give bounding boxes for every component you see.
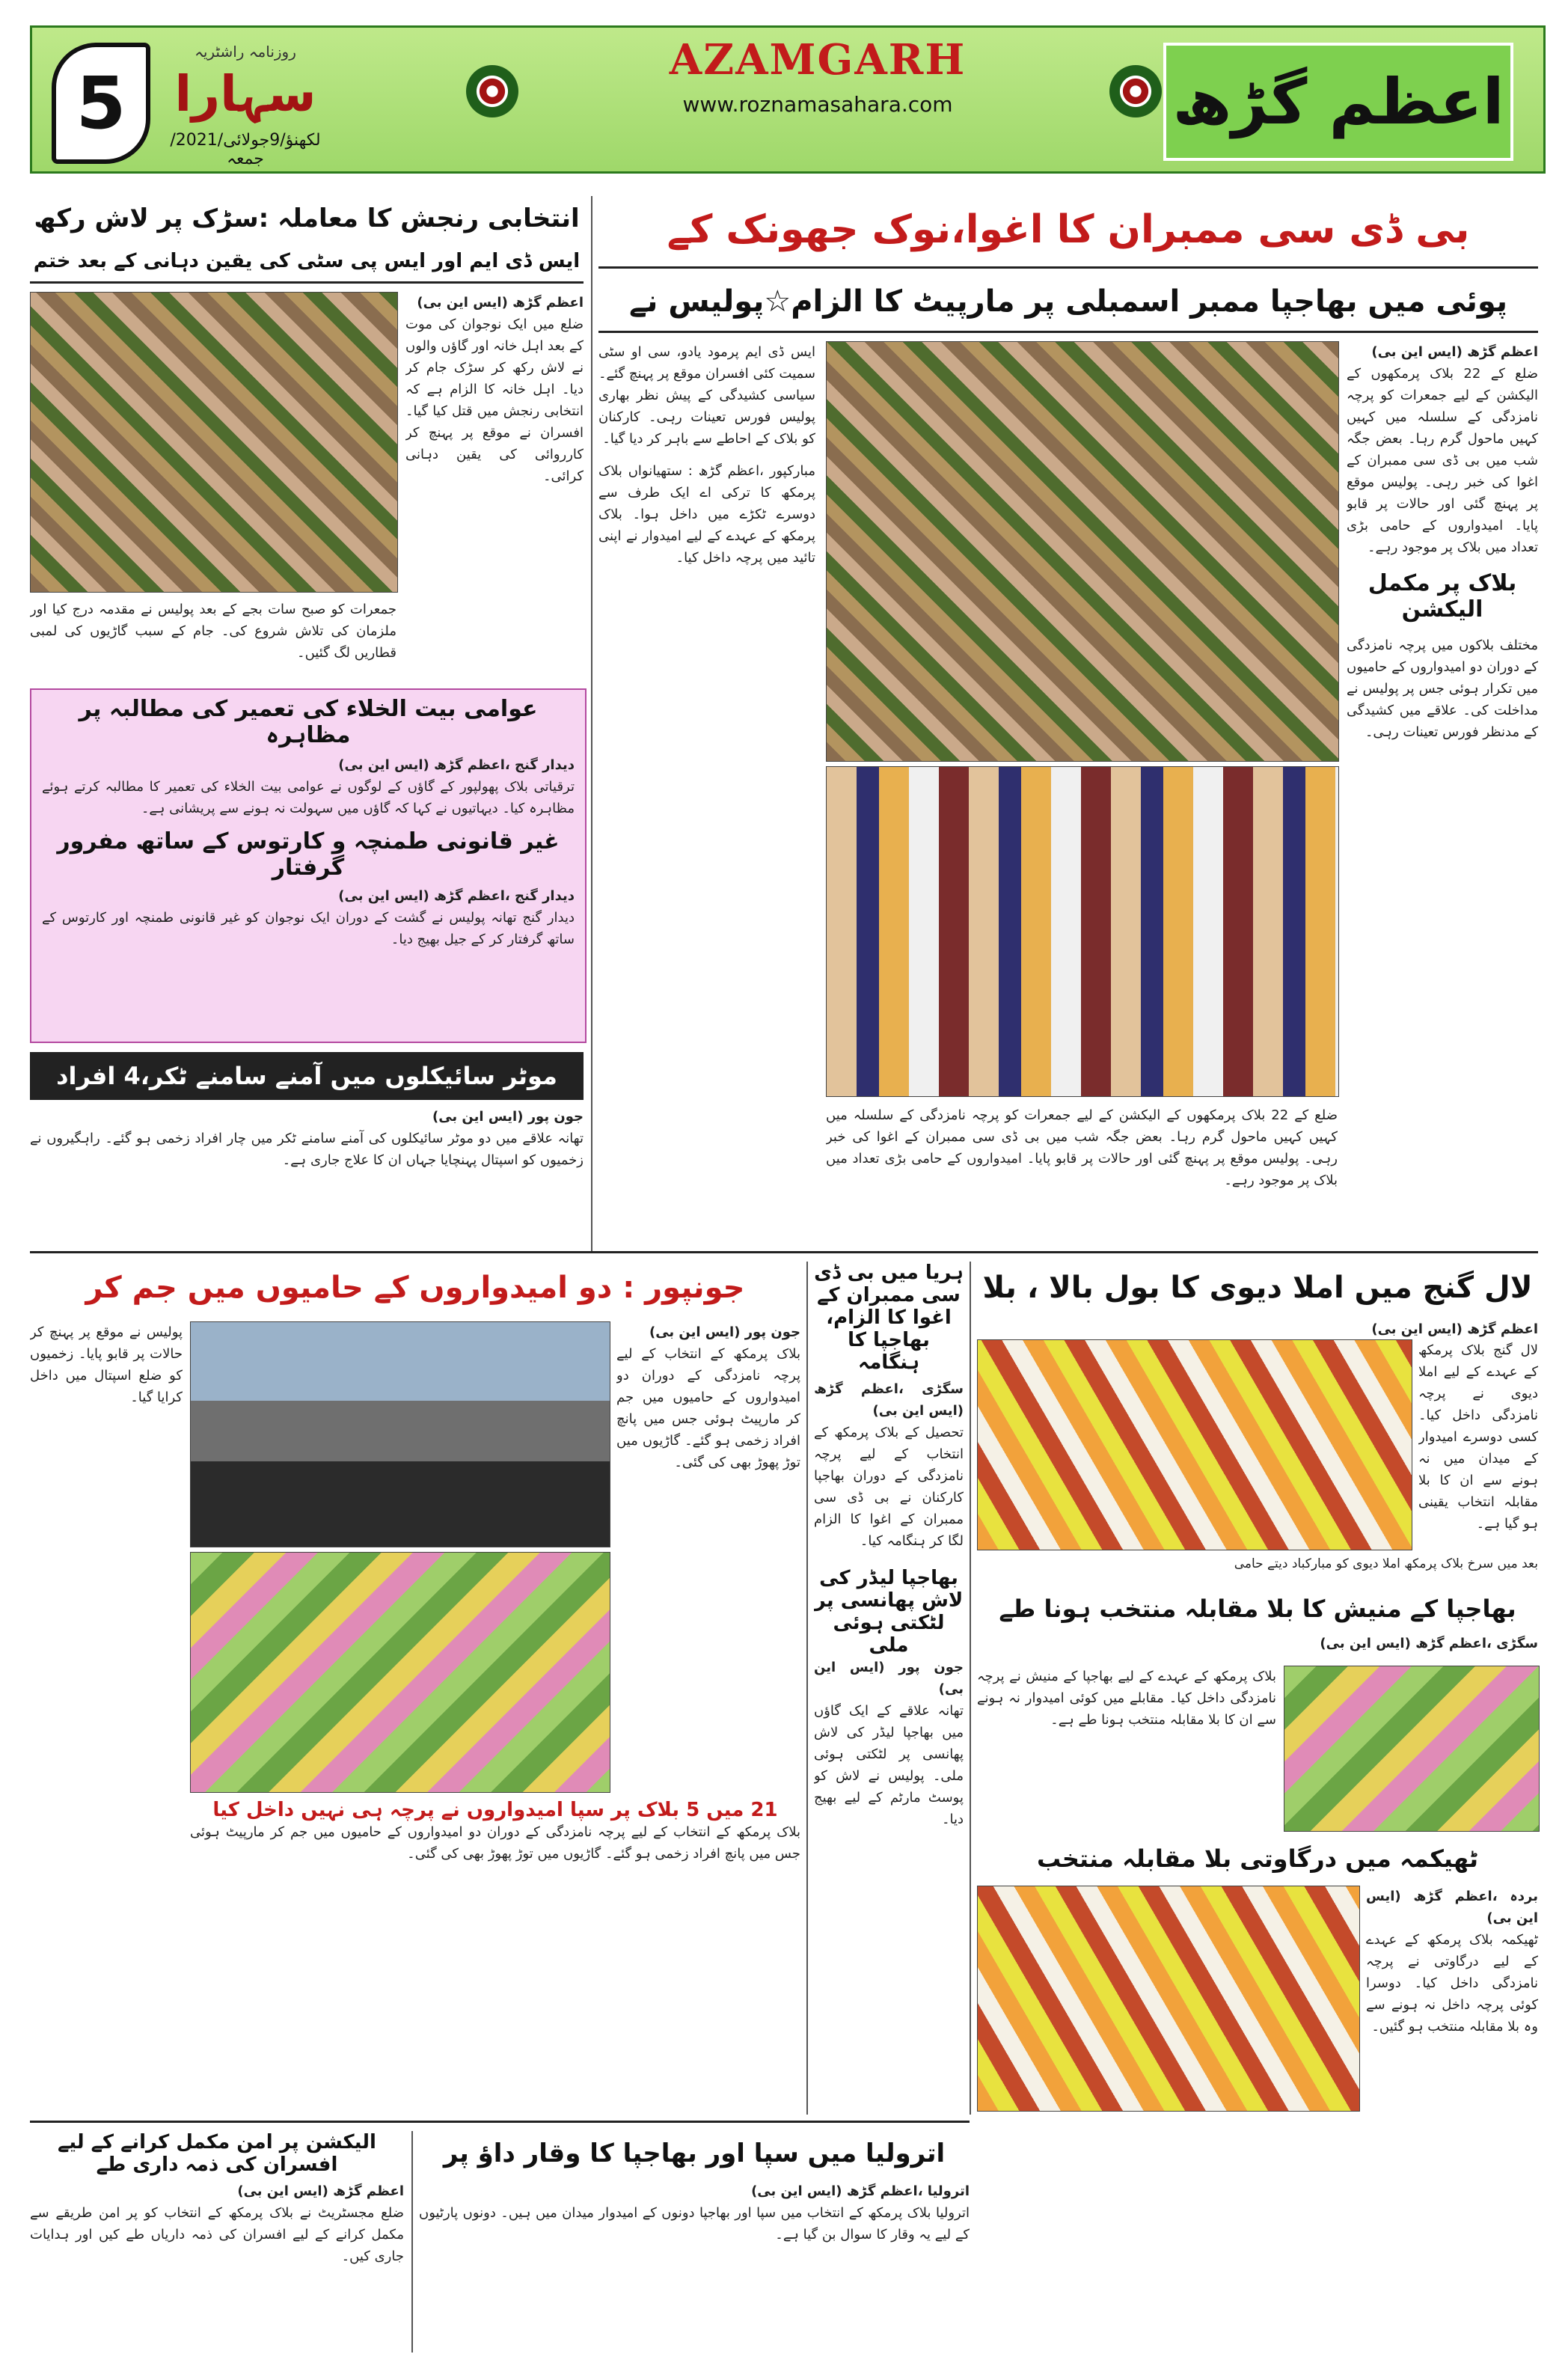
city-name-ur: اعظم گڑھ	[1163, 43, 1513, 161]
thekma-dateline: بردہ ،اعظم گڑھ (ایس این بی)	[1366, 1889, 1538, 1926]
lead-body-bottom: ضلع کے 22 بلاک پرمکھوں کے الیکشن کے لیے جمعرات کو پرچہ نامزدگی کے سلسلہ میں کہیں کہیں ماحول گرم رہا۔ بعض جگہ شب میں بی ڈی سی ممبران کے اغوا کی خبر رہی۔ پولیس موقع پر پہنچ گئی اور حالات پر قابو پایا۔ امیدواروں کے حامی بڑی تعداد میں بلاک پر موجود رہے۔	[826, 1107, 1338, 1188]
lead-left-column	[598, 341, 815, 1239]
lead-body-2: مبارکپور ،اعظم گڑھ : ستھیانواں بلاک پرمکھ کا ترکی اے ایک طرف سے دوسرے ٹکڑے میں داخل ہوا۔ بلاک پرمکھ کے عہدے کے لیے امیدوار نے اپنی تائید میں پرچہ داخل کیا۔	[598, 463, 815, 566]
thekma-body: ٹھیکمہ بلاک پرمکھ کے عہدے کے لیے درگاوتی نے پرچہ نامزدگی داخل کیا۔ دوسرا کوئی پرچہ داخل نہ ہونے سے وہ بلا مقابلہ منتخب ہو گئیں۔	[1366, 1932, 1538, 2035]
lead-right-column	[1347, 341, 1538, 1239]
lalganj-caption-wrap	[977, 1553, 1538, 1583]
atraulia-body: اترولیا بلاک پرمکھ کے انتخاب میں سپا اور بھاجپا دونوں کے امیدوار میدان میں ہیں۔ دونوں پارٹیوں کے لیے یہ وقار کا سوال بن گیا ہے۔	[419, 2205, 970, 2243]
left-mid-dateline-2: دیدار گنج ،اعظم گڑھ (ایس این بی)	[338, 888, 575, 904]
haryana-body: تحصیل کے بلاک پرمکھ کے انتخاب کے لیے پرچہ نامزدگی کے دوران بھاجپا کارکنان نے بی ڈی سی ممبران کے اغوا کا الزام لگا کر ہنگامہ کیا۔	[814, 1425, 964, 1549]
lalganj-caption: بعد میں سرخ بلاک پرمکھ املا دیوی کو مبارکباد دیتے حامی	[1234, 1556, 1538, 1571]
duty-dateline: اعظم گڑھ (ایس این بی)	[237, 2183, 404, 2199]
duty-body: ضلع مجسٹریٹ نے بلاک پرمکھ کے انتخاب کو پر امن طریقے سے مکمل کرانے کے لیے افسران کی ذمہ داریاں طے کیں اور ہدایات جاری کیں۔	[30, 2205, 404, 2264]
left-mid-body-2: دیدار گنج تھانہ پولیس نے گشت کے دوران ایک نوجوان کو غیر قانونی طمنچہ اور کارتوس کے ساتھ گرفتار کر کے جیل بھیج دیا۔	[42, 910, 575, 947]
damaged-vehicles-photo	[190, 1321, 610, 1547]
left-mid-dateline: دیدار گنج ،اعظم گڑھ (ایس این بی)	[338, 757, 575, 773]
jaunpur-headline: جونپور : دو امیدواروں کے حامیوں میں جم کر	[85, 1271, 745, 1305]
left-mid-headline-2: غیر قانونی طمنچہ و کارتوس کے ساتھ مفرور گرفتار	[57, 828, 560, 881]
lead-bottom-text	[826, 1104, 1338, 1239]
protest-photo	[30, 292, 398, 593]
lead-photo-candidates	[826, 766, 1339, 1097]
left-top-headline: انتخابی رنجش کا معاملہ :سڑک پر لاش رکھ	[34, 204, 580, 233]
lead-side-column: مختلف بلاکوں میں پرچہ نامزدگی کے دوران دو امیدواروں کے حامیوں میں تکرار ہوئی جس پر پولیس نے مداخلت کی۔ علاقے میں کشیدگی کے مدنظر فورس تعینات رہی۔	[1347, 638, 1538, 740]
lalganj-body: لال گنج بلاک پرمکھ کے عہدے کے لیے املا دیوی نے پرچہ نامزدگی داخل کیا۔ کسی دوسرے امیدوار کے میدان میں نہ ہونے سے ان کا بلا مقابلہ انتخاب یقینی ہو گیا ہے۔	[1418, 1342, 1538, 1532]
jaunpur-body-2: پولیس نے موقع پر پہنچ کر حالات پر قابو پایا۔ زخمیوں کو ضلع اسپتال میں داخل کرایا گیا۔	[30, 1324, 183, 1405]
lead-subhead: پوئی میں بھاجپا ممبر اسمبلی پر مارپیٹ کا الزام☆پولیس نے	[628, 284, 1508, 319]
paper-logo-area	[152, 43, 339, 170]
jaunpur-body-3: بلاک پرمکھ کے انتخاب کے لیے پرچہ نامزدگی کے دوران دو امیدواروں کے حامیوں میں جم کر مارپیٹ ہوئی جس میں پانچ افراد زخمی ہو گئے۔ گاڑیوں میں توڑ پھوڑ بھی کی گئی۔	[190, 1824, 800, 1862]
left-mid-body: ترقیاتی بلاک پھولپور کے گاؤں کے لوگوں نے عوامی بیت الخلاء کی تعمیر کا مطالبہ کرتے ہوئے مظاہرہ کیا۔ دیہاتیوں نے کہا کہ گاؤں میں سہولت نہ ہونے سے پریشانی ہے۔	[42, 779, 575, 816]
accident-body: تھانہ علاقے میں دو موٹر سائیکلوں کی آمنے سامنے ٹکر میں چار افراد زخمی ہو گئے۔ راہگیروں نے زخمیوں کو اسپتال پہنچایا جہاں ان کا علاج جاری ہے۔	[30, 1131, 584, 1168]
paper-subtitle: روزنامہ راشٹریہ	[195, 43, 296, 61]
haryana-body-2: تھانہ علاقے کے ایک گاؤں میں بھاجپا لیڈر کی لاش پھانسی پر لٹکتی ہوئی ملی۔ پولیس نے لاش کو پوسٹ مارٹم کے لیے بھیج دیا۔	[814, 1703, 964, 1827]
lead-body: ضلع کے 22 بلاک پرمکھوں کے الیکشن کے لیے جمعرات کو پرچہ نامزدگی کے سلسلہ میں کہیں کہیں ماحول گرم رہا۔ بعض جگہ شب میں بی ڈی سی ممبران کے اغوا کی خبر رہی۔ پولیس موقع پر پہنچ گئی اور حالات پر قابو پایا۔ امیدواروں کے حامی بڑی تعداد میں بلاک پر موجود رہے۔	[1347, 366, 1538, 555]
accident-headline: موٹر سائیکلوں میں آمنے سامنے ٹکر،4 افراد زخمی	[56, 1062, 557, 1138]
sun-emblem-icon	[466, 65, 518, 117]
atraulia-dateline: اترولیا ،اعظم گڑھ (ایس این بی)	[751, 2183, 970, 2199]
accident-story	[30, 1106, 584, 1241]
lalganj-photo	[977, 1339, 1412, 1550]
manish-column	[977, 1666, 1276, 1830]
lead-section-head: بلاک پر مکمل الیکشن	[1368, 570, 1517, 623]
left-top-body-2: جمعرات کو صبح سات بجے کے بعد پولیس نے مقدمہ درج کیا اور ملزمان کی تلاش شروع کی۔ جام کے سبب گاڑیوں کی لمبی قطاریں لگ گئیں۔	[30, 602, 396, 661]
jaunpur-left-column	[30, 1321, 183, 2115]
left-top-body: ضلع میں ایک نوجوان کی موت کے بعد اہل خانہ اور گاؤں والوں نے لاش رکھ کر سڑک جام کر دیا۔ اہل خانہ کا الزام ہے کہ انتخابی رنجش میں قتل کیا گیا۔ افسران نے موقع پر پہنچ کر کارروائی کی یقین دہانی کرائی۔	[405, 317, 584, 484]
thekma-photo	[977, 1886, 1360, 2112]
manish-dateline: سگڑی ،اعظم گڑھ (ایس این بی)	[1320, 1636, 1538, 1651]
manish-photo	[1284, 1666, 1540, 1832]
supporters-photo	[190, 1552, 610, 1793]
duty-headline: الیکشن پر امن مکمل کرانے کے لیے افسران کی ذمہ داری طے	[58, 2131, 376, 2176]
city-name-en: AZAMGARH	[669, 35, 967, 85]
duty-story	[30, 2180, 404, 2353]
paper-logo: سہارا	[174, 65, 316, 123]
lead-dateline: اعظم گڑھ (ایس این بی)	[1371, 344, 1538, 360]
page-number: 5	[52, 43, 150, 164]
masthead	[30, 25, 1546, 174]
haryana-headline-2: بھاجپا لیڈر کی لاش پھانسی پر لٹکتی ہوئی ملی	[814, 1567, 964, 1657]
lalganj-dateline: اعظم گڑھ (ایس این بی)	[1371, 1321, 1538, 1337]
jaunpur-side-head: 21 میں 5 بلاک پر سپا امیدواروں نے پرچہ ہی نہیں داخل کیا	[212, 1799, 778, 1821]
haryana-column	[814, 1262, 964, 2115]
jaunpur-right-column	[616, 1321, 800, 1770]
jaunpur-dateline: جون پور (ایس این بی)	[649, 1324, 800, 1340]
jaunpur-bottom	[190, 1799, 800, 2113]
left-top-subhead: ایس ڈی ایم اور ایس پی سٹی کی یقین دہانی کے بعد ختم	[33, 250, 581, 272]
lead-photo-crowd	[826, 341, 1339, 762]
thekma-column	[1366, 1886, 1538, 2110]
website-link[interactable]: www.roznamasahara.com	[682, 92, 953, 117]
left-top-column	[405, 292, 584, 681]
manish-dateline-wrap	[977, 1633, 1538, 1663]
manish-body: بلاک پرمکھ کے عہدے کے لیے بھاجپا کے منیش نے پرچہ نامزدگی داخل کیا۔ مقابلے میں کوئی امیدوار نہ ہونے سے ان کا بلا مقابلہ منتخب ہونا طے ہے۔	[977, 1669, 1276, 1728]
accident-dateline: جون پور (ایس این بی)	[432, 1109, 584, 1125]
jaunpur-body: بلاک پرمکھ کے انتخاب کے لیے پرچہ نامزدگی کے دوران دو امیدواروں کے حامیوں میں جم کر مارپیٹ ہوئی جس میں پانچ افراد زخمی ہو گئے۔ گاڑیوں میں توڑ پھوڑ بھی کی گئی۔	[616, 1346, 800, 1470]
left-top-bottom	[30, 599, 396, 681]
issue-info: لکھنؤ/9جولائی/2021/جمعہ	[170, 131, 321, 168]
lead-body-3: ایس ڈی ایم پرمود یادو، سی او سٹی سمیت کئی افسران موقع پر پہنچ گئے۔ سیاسی کشیدگی کے پیش نظر بھاری پولیس فورس تعینات رہی۔ کارکنان کو بلاک کے احاطے سے باہر کر دیا گیا۔	[598, 344, 815, 447]
city-title	[526, 35, 1109, 117]
lead-headline: بی ڈی سی ممبران کا اغوا،نوک جھونک کے	[667, 207, 1470, 252]
lalganj-column	[1418, 1339, 1538, 1549]
left-top-dateline: اعظم گڑھ (ایس این بی)	[417, 295, 584, 311]
atraulia-headline: اترولیا میں سپا اور بھاجپا کا وقار داؤ پر	[443, 2139, 946, 2168]
left-mid-headline: عوامی بیت الخلاء کی تعمیر کی مطالبہ پر مظاہرہ	[79, 696, 538, 748]
sun-emblem-icon	[1109, 65, 1162, 117]
thekma-headline: ٹھیکمہ میں درگاوتی بلا مقابلہ منتخب	[1036, 1844, 1478, 1873]
left-mid-box	[30, 688, 587, 1043]
haryana-headline: ہریا میں بی ڈی سی ممبران کے اغوا کا الزام، بھاجپا کا ہنگامہ	[814, 1262, 964, 1374]
lalganj-headline: لال گنج میں املا دیوی کا بول بالا ، بلا	[982, 1271, 1533, 1305]
haryana-dateline-2: جون پور (ایس این بی)	[814, 1660, 964, 1697]
atraulia-story	[419, 2180, 970, 2353]
manish-headline: بھاجپا کے منیش کا بلا مقابلہ منتخب ہونا طے	[999, 1595, 1516, 1623]
haryana-dateline: سگڑی ،اعظم گڑھ (ایس این بی)	[814, 1381, 964, 1419]
